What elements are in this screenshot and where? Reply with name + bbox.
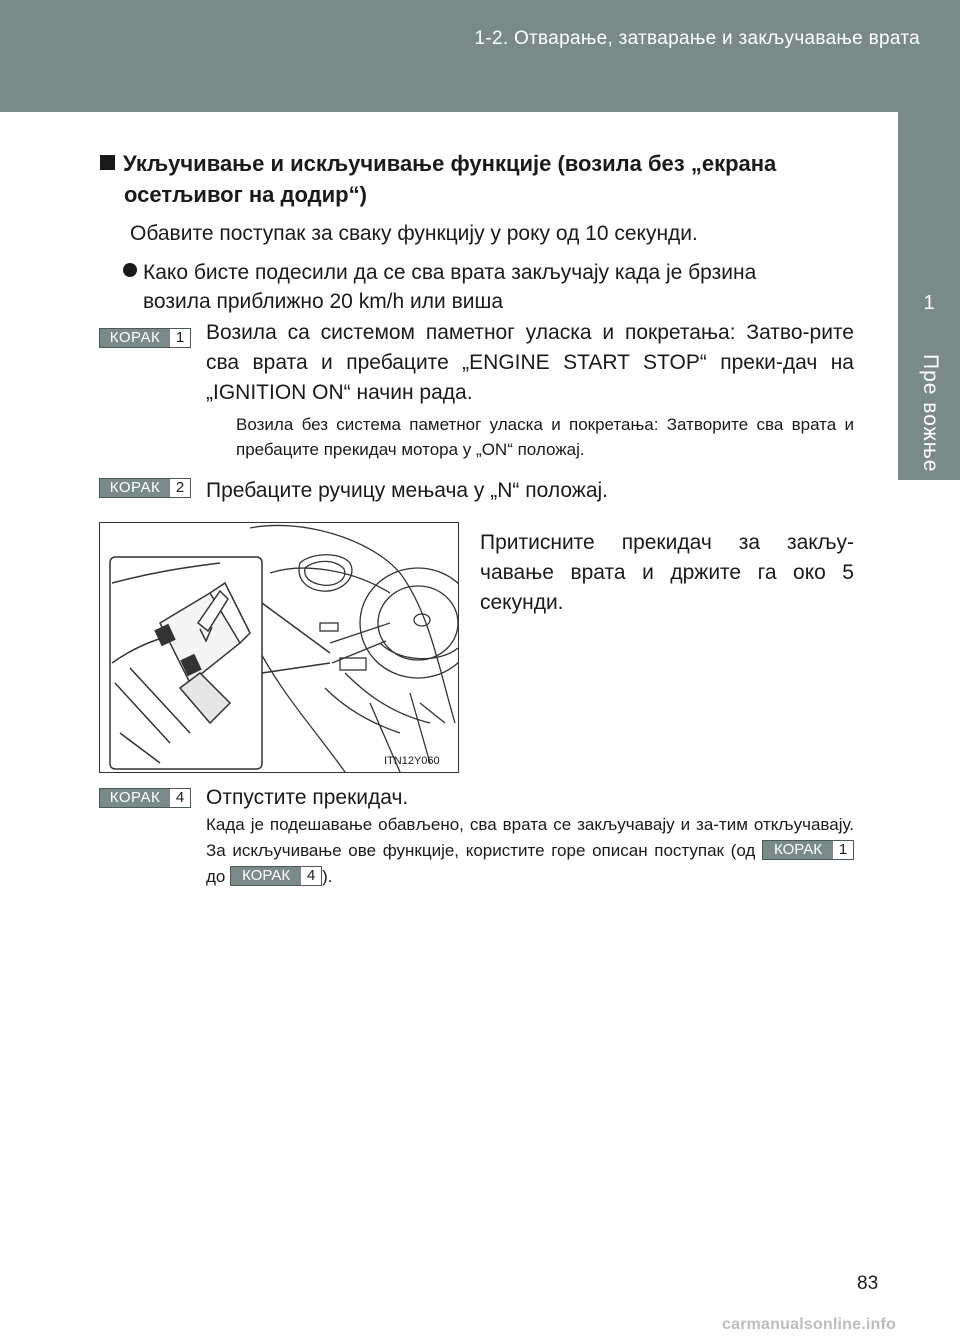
round-bullet-icon	[123, 263, 137, 277]
step-4-note-between: до	[206, 867, 226, 886]
step-4-text: Отпустите прекидач.	[206, 786, 409, 809]
inline-step-badge-to	[230, 866, 322, 886]
heading-line1: Укључивање и искључивање функције (возила без „екрана	[123, 151, 777, 176]
door-lock-switch-illustration	[99, 522, 459, 773]
badge-label: КОРАК	[231, 867, 301, 885]
intro-text: Обавите поступак за сваку функцију у року од 10 секунди.	[130, 222, 698, 245]
badge-number: 2	[175, 479, 185, 496]
bullet-line2: возила приближно 20 km/h или виша	[143, 290, 503, 313]
step-badge-2	[99, 478, 191, 498]
step-1-text: Возила са системом паметног уласка и покретања: Затво-рите сва врата и пребаците „ENGINE START STOP“ преки-дач на „IGNITION ON“ начин рада.	[206, 321, 854, 404]
side-tab-label: Пре вожње	[919, 354, 942, 473]
bullet-line1: Како бисте подесили да се сва врата закључају када је брзина	[143, 261, 757, 284]
figure-code: ITN12Y060	[384, 755, 440, 767]
step-3-text: Притисните прекидач за закљу-чавање врата и држите га око 5 секунди.	[480, 531, 854, 614]
chapter-title: 1-2. Отварање, затварање и закључавање врата	[474, 28, 920, 49]
badge-number: 1	[175, 329, 185, 346]
heading-line2: осетљивог на додир“)	[124, 182, 367, 207]
badge-label: КОРАК	[763, 841, 833, 859]
step-4-note	[206, 812, 854, 890]
step-badge-4	[99, 788, 191, 808]
section-heading	[100, 148, 860, 210]
bullet-item	[123, 258, 853, 316]
header-bar	[0, 0, 960, 112]
step-badge-1	[99, 328, 191, 348]
step-1-note: Возила без система паметног уласка и покретања: Затворите сва врата и пребаците прекидач мотора у „ON“ положај.	[236, 415, 854, 459]
step-2-text: Пребаците ручицу мењача у „N“ положај.	[206, 479, 608, 502]
badge-label: КОРАК	[100, 789, 170, 807]
badge-number: 4	[175, 789, 185, 806]
badge-number: 1	[838, 841, 848, 858]
side-tab-number: 1	[923, 292, 935, 314]
square-bullet-icon	[100, 155, 115, 170]
badge-number: 4	[306, 867, 316, 884]
watermark: carmanualsonline.info	[722, 1316, 897, 1333]
badge-label: КОРАК	[100, 329, 170, 347]
step-4-note-text: Када је подешавање обављено, сва врата се закључавају и за-тим откључавају. За искључивање ове функције, користите горе описан поступак (од	[206, 815, 854, 860]
illustration-drawing	[100, 523, 458, 772]
step-4-note-end: ).	[322, 867, 333, 886]
inline-step-badge-from	[762, 840, 854, 860]
page-number: 83	[857, 1273, 879, 1294]
badge-label: КОРАК	[100, 479, 170, 497]
